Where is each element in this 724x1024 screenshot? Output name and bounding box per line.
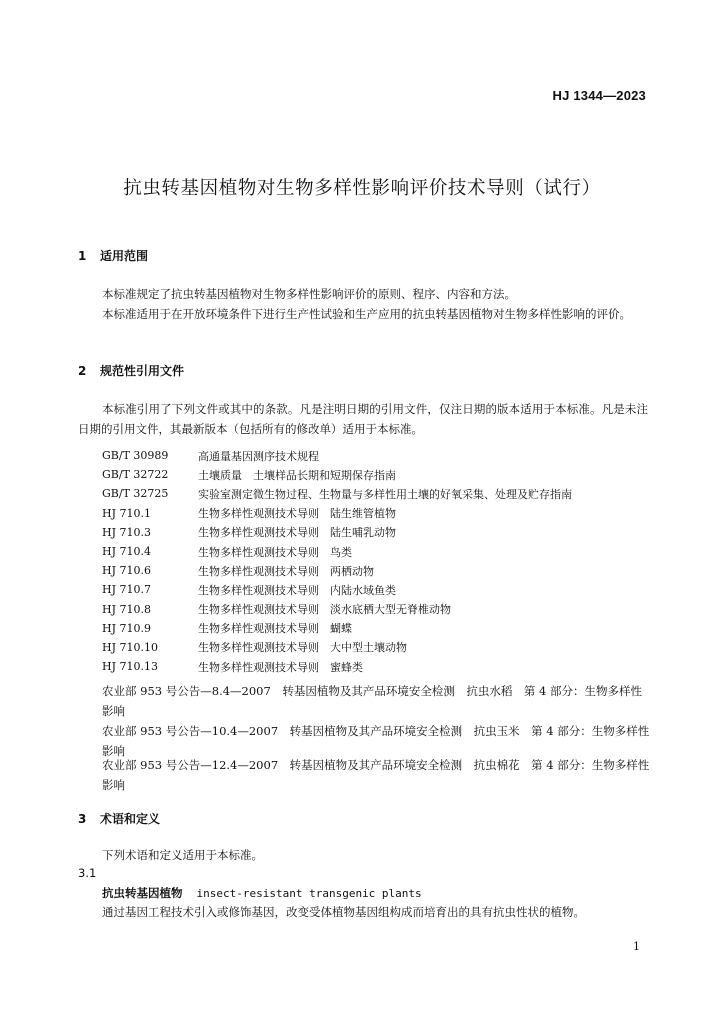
reference-row <box>102 600 662 619</box>
reference-title: 土壤质量 土壤样品长期和短期保存指南 <box>198 468 396 482</box>
reference-code: HJ 710.7 <box>102 583 151 597</box>
reference-row <box>102 638 662 657</box>
reference-row <box>102 523 662 542</box>
term-definition: 通过基因工程技术引入或修饰基因，改变受体植物基因组构成而培育出的具有抗虫性状的植物。 <box>102 905 585 919</box>
section-2-heading <box>78 362 184 379</box>
reference-row <box>102 465 662 484</box>
reference-row <box>102 657 662 676</box>
reference-row <box>102 542 662 561</box>
reference-title: 生物多样性观测技术导则 陆生维管植物 <box>198 507 396 521</box>
section-1-heading <box>78 247 148 264</box>
term-chinese: 抗虫转基因植物 <box>102 886 183 900</box>
reference-row <box>102 504 662 523</box>
reference-title: 生物多样性观测技术导则 内陆水域鱼类 <box>198 583 396 597</box>
reference-title: 实验室测定微生物过程、生物量与多样性用土壤的好氧采集、处理及贮存指南 <box>198 487 572 501</box>
section-1-paragraph-1: 本标准规定了抗虫转基因植物对生物多样性影响评价的原则、程序、内容和方法。 <box>102 287 516 301</box>
reference-row <box>102 561 662 580</box>
reference-code: HJ 710.8 <box>102 602 151 616</box>
reference-long-3: 农业部 953 号公告—12.4—2007 转基因植物及其产品环境安全检测 抗虫棉花 第 4 部分：生物多样性影响 <box>102 758 650 792</box>
reference-code: HJ 710.3 <box>102 525 151 539</box>
reference-row <box>102 619 662 638</box>
standard-code: HJ 1344—2023 <box>552 88 646 103</box>
reference-code: HJ 710.13 <box>102 660 158 674</box>
reference-row <box>102 446 662 465</box>
page-number: 1 <box>633 940 640 953</box>
section-1-title: 适用范围 <box>100 249 149 263</box>
reference-code: GB/T 32722 <box>102 468 169 482</box>
section-1-number: 1 <box>78 249 87 263</box>
reference-code: HJ 710.1 <box>102 506 151 520</box>
reference-title: 生物多样性观测技术导则 鸟类 <box>198 545 352 559</box>
section-3-heading <box>78 810 160 827</box>
section-3-intro: 下列术语和定义适用于本标准。 <box>102 848 263 862</box>
reference-title: 生物多样性观测技术导则 两栖动物 <box>198 564 374 578</box>
document-title: 抗虫转基因植物对生物多样性影响评价技术导则（试行） <box>123 178 601 199</box>
reference-long-1: 农业部 953 号公告—8.4—2007 转基因植物及其产品环境安全检测 抗虫水稻 第 4 部分：生物多样性影响 <box>102 684 642 718</box>
reference-long-2: 农业部 953 号公告—10.4—2007 转基因植物及其产品环境安全检测 抗虫玉米 第 4 部分：生物多样性影响 <box>102 724 650 758</box>
reference-title: 生物多样性观测技术导则 淡水底栖大型无脊椎动物 <box>198 603 451 617</box>
reference-title: 高通量基因测序技术规程 <box>198 449 319 463</box>
reference-code: HJ 710.6 <box>102 564 151 578</box>
reference-code: HJ 710.4 <box>102 545 151 559</box>
reference-code: GB/T 30989 <box>102 449 169 463</box>
section-3-title: 术语和定义 <box>100 812 161 826</box>
term-english: insect-resistant transgenic plants <box>196 887 422 900</box>
reference-code: GB/T 32725 <box>102 487 169 501</box>
reference-title: 生物多样性观测技术导则 蜜蜂类 <box>198 660 363 674</box>
reference-title: 生物多样性观测技术导则 蝴蝶 <box>198 622 352 636</box>
section-2-intro: 本标准引用了下列文件或其中的条款。凡是注明日期的引用文件，仅注日期的版本适用于本标准。凡是未注日期的引用文件，其最新版本（包括所有的修改单）适用于本标准。 <box>78 402 648 436</box>
reference-title: 生物多样性观测技术导则 大中型土壤动物 <box>198 641 407 655</box>
term-entry <box>102 885 422 901</box>
section-1-paragraph-2: 本标准适用于在开放环境条件下进行生产性试验和生产应用的抗虫转基因植物对生物多样性影响的评价。 <box>102 307 631 321</box>
reference-code: HJ 710.9 <box>102 621 151 635</box>
section-2-title: 规范性引用文件 <box>100 364 185 378</box>
reference-code: HJ 710.10 <box>102 640 158 654</box>
reference-list <box>102 446 662 676</box>
section-3-number: 3 <box>78 812 87 826</box>
reference-title: 生物多样性观测技术导则 陆生哺乳动物 <box>198 526 396 540</box>
reference-row <box>102 484 662 503</box>
section-2-number: 2 <box>78 364 87 378</box>
clause-number: 3.1 <box>78 866 97 880</box>
reference-row <box>102 580 662 599</box>
